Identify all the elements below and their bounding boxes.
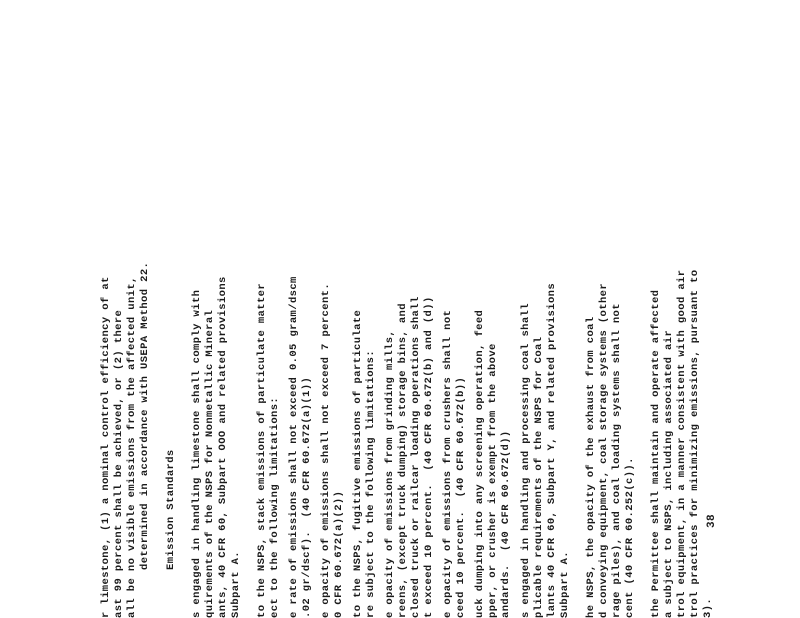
text-line: trol practices for minimizing emissions, pursuant to bbox=[689, 269, 701, 618]
text-line: e opacity of emissions from crushers shall not bbox=[442, 309, 454, 618]
section-heading: Emission Standards bbox=[165, 449, 177, 570]
text-line: andards. (40 CFR 60.672(d)) bbox=[500, 430, 512, 618]
text-line: 3). bbox=[702, 597, 714, 618]
text-line: ast 99 percent shall be achieved, or (2) there bbox=[113, 309, 125, 618]
text-line: .02 gr/dscf). (40 CFR 60.672(a)(1)) bbox=[301, 376, 313, 618]
text-line: re subject to the following limitations: bbox=[365, 349, 377, 618]
text-line: to the NSPS, stack emissions of particulate matter bbox=[256, 282, 268, 618]
text-line: s engaged in handling limestone shall comply with bbox=[191, 289, 203, 618]
text-line: ceed 10 percent. (40 CFR 60.672(b)) bbox=[455, 376, 467, 618]
text-line: plicable requirements of the NSPS for Coal bbox=[533, 336, 545, 618]
text-line: ect to the following limitations: bbox=[269, 396, 281, 618]
text-line: d conveying equipment, coal storage systems (other bbox=[598, 282, 610, 618]
text-line: reens, (except truck dumping) storage bins, and bbox=[397, 303, 409, 618]
text-line: trol equipment, in a manner consistent with good air bbox=[676, 269, 688, 618]
text-line: he NSPS, the opacity of the exhaust from coal bbox=[585, 316, 597, 618]
text-line: cent (40 CFR 60.252(c)). bbox=[624, 457, 636, 618]
text-line: Subpart A. bbox=[559, 550, 571, 618]
rotated-text-block bbox=[100, 0, 718, 618]
text-line: r limestone, (1) a nominal control efficiency of at bbox=[100, 276, 112, 618]
text-line: uck dumping into any screening operation, feed bbox=[474, 309, 486, 618]
text-line: lants 40 CFR 60, Subpart Y, and related provisions bbox=[546, 282, 558, 618]
text-line: t exceed 10 percent. (40 CFR 60.672(b) and (d)) bbox=[423, 296, 435, 618]
text-line: closed truck or railcar loading operations shall bbox=[410, 296, 422, 618]
text-line: all be no visible emissions from the affected unit, bbox=[126, 276, 138, 618]
text-line: e opacity of emissions shall not exceed 7 percent. bbox=[320, 282, 332, 618]
text-line: Subpart A. bbox=[230, 550, 242, 618]
text-line: e rate of emissions shall not exceed 0.05 gram/dscm bbox=[288, 276, 300, 618]
text-line: rage piles), and coal loading systems shall not bbox=[611, 303, 623, 618]
text-line: e opacity of emissions from grinding mills, bbox=[384, 329, 396, 618]
text-line: quirements of the NSPS for Nonmetallic Mineral bbox=[204, 309, 216, 618]
text-line: s engaged in handling and processing coal shall bbox=[520, 303, 532, 618]
text-line: ants, 40 CFR 60, Subpart OOO and related provisions bbox=[217, 276, 229, 618]
text-line: pper, or crusher is exempt from the above bbox=[487, 343, 499, 618]
text-line: a subject to NSPS, including associated air bbox=[663, 329, 675, 618]
text-line: the Permittee shall maintain and operate affected bbox=[650, 289, 662, 618]
page-number: 38 bbox=[706, 513, 718, 528]
text-line: determined in accordance with USEPA Method 22. bbox=[139, 261, 151, 570]
text-line: to the NSPS, fugitive emissions of particulate bbox=[352, 309, 364, 618]
text-line: 0 CFR 60.672(a)(2)) bbox=[333, 490, 345, 618]
